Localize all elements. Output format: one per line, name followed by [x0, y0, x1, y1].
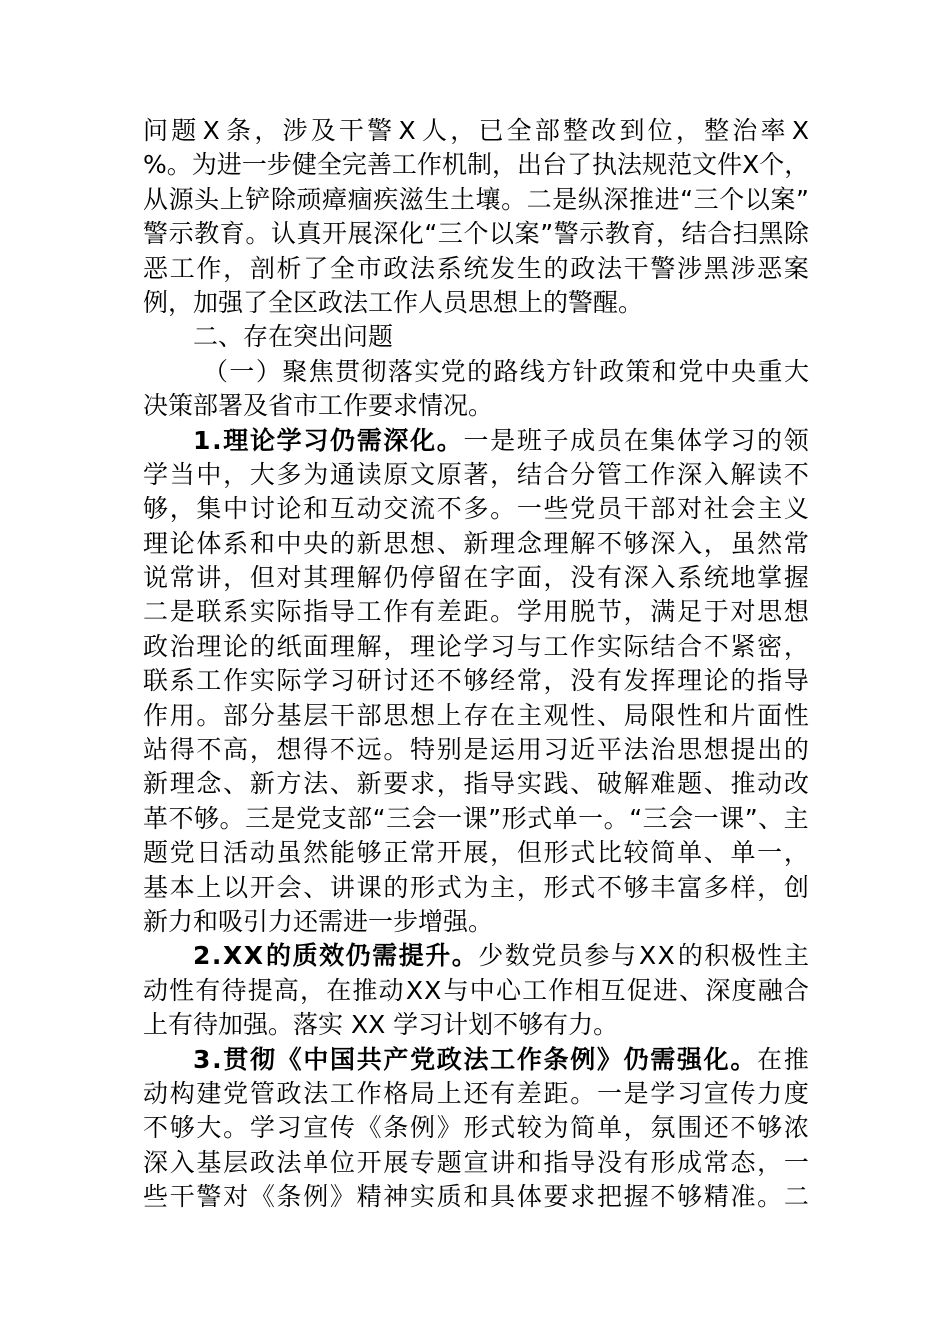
text-line: % 。 为 进 一 步 健 全 完 善 工 作 机 制 ， 出 台 了 执 法 规 范 文 件 X 个 ，	[143, 150, 810, 180]
text-line: 够 ， 集 中 讨 论 和 互 动 交 流 不 多 。 一 些 党 员 干 部 对 社 会 主 义	[143, 494, 809, 524]
text-line: 恶 工 作 ， 剖 析 了 全 市 政 法 系 统 发 生 的 政 法 干 警 涉 黑 涉 恶 案	[143, 253, 809, 283]
text-line: 动 性 有 待 提 高 ， 在 推 动 X X 与 中 心 工 作 相 互 促 进 、 深 度 融 合	[143, 975, 809, 1005]
text-line: 说 常 讲 ， 但 对 其 理 解 仍 停 留 在 字 面 ， 没 有 深 入 系 统 地 掌 握	[143, 563, 809, 593]
line-text: 决策部署及省市工作要求情况。	[143, 391, 494, 421]
text-line: 学 当 中 ， 大 多 为 通 读 原 文 原 著 ， 结 合 分 管 工 作 深 入 解 读 不	[143, 459, 809, 489]
text-line: 基 本 上 以 开 会 、 讲 课 的 形 式 为 主 ， 形 式 不 够 丰 富 多 样 ， 创	[143, 872, 809, 902]
text-line	[143, 1008, 809, 1042]
text-line	[143, 389, 809, 423]
text-line	[143, 320, 809, 354]
text-line: 些 干 警 对 《 条 例 》 精 神 实 质 和 具 体 要 求 把 握 不 够 精 准 。 二	[143, 1182, 809, 1212]
line-text: 新力和吸引力还需进一步增强。	[143, 906, 494, 936]
text-line: 作 用 。 部 分 基 层 干 部 思 想 上 存 在 主 观 性 、 局 限 性 和 片 面 性	[143, 700, 809, 730]
text-line	[143, 286, 809, 320]
text-line: 警 示 教 育 。 认 真 开 展 深 化 “ 三 个 以 案 ” 警 示 教 育 ， 结 合 扫 黑 除	[143, 219, 809, 249]
text-line: 联 系 工 作 实 际 学 习 研 讨 还 不 够 经 常 ， 没 有 发 挥 理 论 的 指 导	[143, 666, 809, 696]
line-text: 例，加强了全区政法工作人员思想上的警醒。	[143, 287, 644, 317]
text-line: 二 是 联 系 实 际 指 导 工 作 有 差 距 。 学 用 脱 节 ， 满 足 于 对 思 想	[143, 597, 809, 627]
line-text: 上有待加强。落实 XX 学习计划不够有力。	[143, 1010, 619, 1040]
text-line: 站 得 不 高 ， 想 得 不 远 。 特 别 是 运 用 习 近 平 法 治 思 想 提 出 的	[143, 735, 809, 765]
text-line: 题 党 日 活 动 虽 然 能 够 正 常 开 展 ， 但 形 式 比 较 简 单 、 单 一 ，	[143, 838, 809, 868]
text-line: 动 构 建 党 管 政 法 工 作 格 局 上 还 有 差 距 。 一 是 学 习 宣 传 力 度	[143, 1078, 809, 1108]
text-line: 深 入 基 层 政 法 单 位 开 展 专 题 宣 讲 和 指 导 没 有 形 成 常 态 ， 一	[143, 1147, 809, 1177]
text-line: 新 理 念 、 新 方 法 、 新 要 求 ， 指 导 实 践 、 破 解 难 题 、 推 动 改	[143, 769, 809, 799]
text-line	[143, 905, 809, 939]
text-line: 理 论 体 系 和 中 央 的 新 思 想 、 新 理 念 理 解 不 够 深 入 ， 虽 然 常	[143, 528, 809, 558]
document-body	[143, 114, 809, 1215]
text-line: 问 题 X 条 ， 涉 及 干 警 X 人 ， 已 全 部 整 改 到 位 ， 整 治 率 X	[143, 116, 809, 145]
text-line: 从 源 头 上 铲 除 顽 瘴 痼 疾 滋 生 土 壤 。 二 是 纵 深 推 进 “ 三 个 以 案 ”	[143, 184, 809, 214]
text-line: 不 够 大 。 学 习 宣 传 《 条 例 》 形 式 较 为 简 单 ， 氛 围 还 不 够 浓	[143, 1113, 809, 1143]
text-line: 政 治 理 论 的 纸 面 理 解 ， 理 论 学 习 与 工 作 实 际 结 合 不 紧 密 ，	[143, 631, 809, 661]
text-line: 3 . 贯 彻 《 中 国 共 产 党 政 法 工 作 条 例 》 仍 需 强 化 。 在 推	[193, 1044, 809, 1074]
text-line: （ 一 ） 聚 焦 贯 彻 落 实 党 的 路 线 方 针 政 策 和 党 中 央 重 大	[203, 356, 809, 386]
text-line: 1 . 理 论 学 习 仍 需 深 化 。 一 是 班 子 成 员 在 集 体 学 习 的 领	[193, 425, 809, 455]
line-text: 二、存在突出问题	[193, 322, 394, 352]
text-line: 2 . X X 的 质 效 仍 需 提 升 。 少 数 党 员 参 与 X X 的 积 极 性 主	[193, 941, 809, 971]
text-line: 革 不 够 。 三 是 党 支 部 “ 三 会 一 课 ” 形 式 单 一 。 “ 三 会 一 课 ” 、 主	[143, 803, 809, 833]
